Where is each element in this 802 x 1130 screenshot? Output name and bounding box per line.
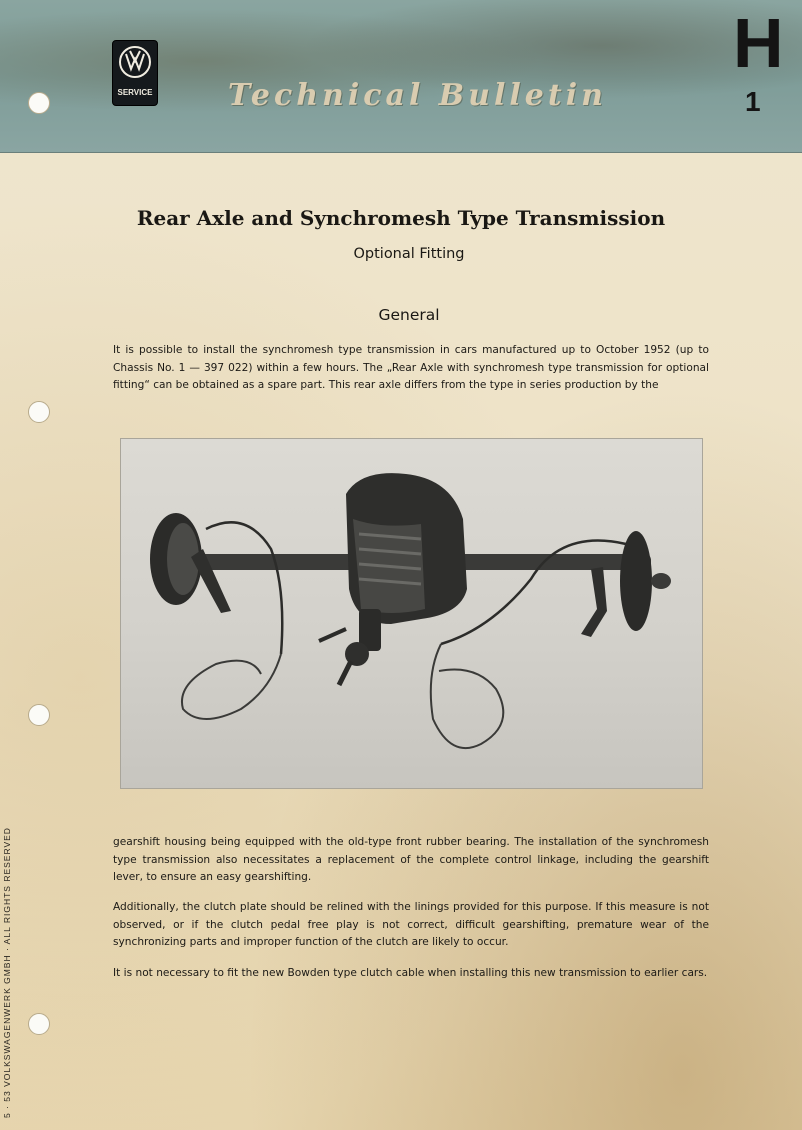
paragraph: gearshift housing being equipped with the old-type front rubber bearing. The installation of the synchromesh type transmission also necessitates a replacement of the complete control linkage, including the gearshift lever, to ensure an easy gearshifting.	[113, 836, 709, 883]
section-letter: H	[733, 4, 784, 82]
section-number: 1	[745, 86, 761, 117]
vw-emblem-icon	[118, 45, 152, 79]
logo-label: SERVICE	[117, 88, 153, 97]
vw-service-logo	[112, 40, 158, 106]
bulletin-title: Technical Bulletin	[228, 78, 607, 113]
punch-hole	[28, 704, 50, 726]
header-band	[0, 0, 802, 153]
rear-axle-illustration	[121, 439, 702, 788]
paragraph: It is not necessary to fit the new Bowden type clutch cable when installing this new transmission to earlier cars.	[113, 967, 708, 979]
copyright-imprint: 5 · 53 VOLKSWAGENWERK GMBH · ALL RIGHTS RESERVED	[2, 827, 12, 1118]
punch-hole	[28, 401, 50, 423]
document-title: Rear Axle and Synchromesh Type Transmission	[136, 206, 666, 230]
punch-hole	[28, 1013, 50, 1035]
paragraph: Additionally, the clutch plate should be relined with the linings provided for this purpose. If this measure is not observed, or if the clutch pedal free play is not correct, difficult gearshifting, premature wear of the synchronizing parts and improper function of the clutch are likely to occur.	[113, 901, 709, 948]
rear-axle-photo	[120, 438, 703, 789]
section-heading: General	[378, 306, 440, 324]
punch-hole	[28, 92, 50, 114]
document-subtitle: Optional Fitting	[353, 246, 465, 262]
paragraph: It is possible to install the synchromesh type transmission in cars manufactured up to October 1952 (up to Chassis No. 1 — 397 022) within a few hours. The „Rear Axle with synchromesh type transmission for optional fitting“ can be obtained as a spare part. This rear axle differs from the type in series production by the	[113, 344, 709, 391]
